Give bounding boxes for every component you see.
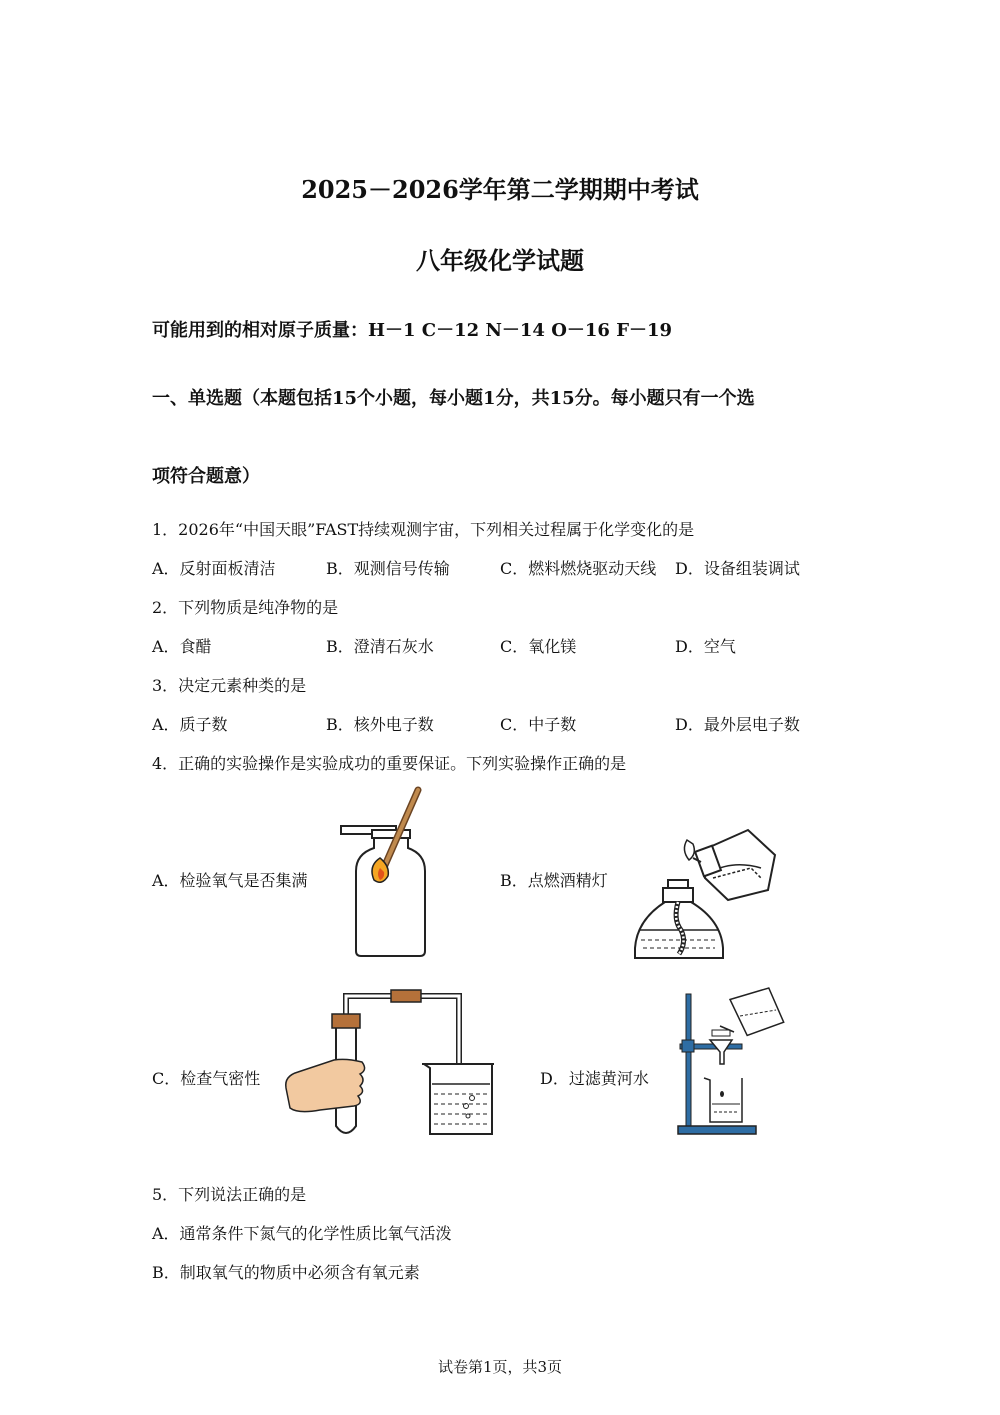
q4-option-b[interactable]: B．点燃酒精灯 <box>500 871 608 890</box>
page-footer: 试卷第1页，共3页 <box>437 1358 563 1376</box>
q1-option-c[interactable]: C．燃料燃烧驱动天线 <box>500 559 657 578</box>
q4-option-c[interactable]: C．检查气密性 <box>152 1069 261 1088</box>
alcohol-lamp-illustration <box>633 820 778 962</box>
q1-option-a[interactable]: A．反射面板清洁 <box>152 559 276 578</box>
section-heading: 一、单选题（本题包括15个小题，每小题1分，共15分。每小题只有一个选 <box>152 388 755 409</box>
q5-option-b[interactable]: B．制取氧气的物质中必须含有氧元素 <box>152 1263 420 1282</box>
question-5-stem: 5．下列说法正确的是 <box>152 1185 307 1204</box>
atomic-masses: 可能用到的相对原子质量：H－1 C－12 N－14 O－16 F－19 <box>152 320 673 341</box>
q1-option-b[interactable]: B．观测信号传输 <box>326 559 450 578</box>
exam-title: 2025－2026学年第二学期期中考试 <box>301 175 699 204</box>
section-heading-cont: 项符合题意） <box>152 466 260 487</box>
q3-option-d[interactable]: D．最外层电子数 <box>675 715 800 734</box>
q2-option-d[interactable]: D．空气 <box>675 637 736 656</box>
airtightness-illustration <box>284 988 498 1140</box>
q2-option-b[interactable]: B．澄清石灰水 <box>326 637 434 656</box>
gas-bottle-illustration <box>338 786 433 961</box>
q2-option-c[interactable]: C．氧化镁 <box>500 637 577 656</box>
q4-option-a[interactable]: A．检验氧气是否集满 <box>152 871 308 890</box>
q2-option-a[interactable]: A．食醋 <box>152 637 212 656</box>
q1-option-d[interactable]: D．设备组装调试 <box>675 559 800 578</box>
question-1-stem: 1．2026年“中国天眼”FAST持续观测宇宙，下列相关过程属于化学变化的是 <box>152 520 695 539</box>
q5-option-a[interactable]: A．通常条件下氮气的化学性质比氧气活泼 <box>152 1224 452 1243</box>
filtration-illustration <box>676 986 784 1138</box>
q4-option-d[interactable]: D．过滤黄河水 <box>540 1069 649 1088</box>
exam-subtitle: 八年级化学试题 <box>416 246 584 275</box>
question-4-stem: 4．正确的实验操作是实验成功的重要保证。下列实验操作正确的是 <box>152 754 627 773</box>
question-3-stem: 3．决定元素种类的是 <box>152 676 307 695</box>
question-2-stem: 2．下列物质是纯净物的是 <box>152 598 339 617</box>
q3-option-a[interactable]: A．质子数 <box>152 715 228 734</box>
q3-option-c[interactable]: C．中子数 <box>500 715 577 734</box>
q3-option-b[interactable]: B．核外电子数 <box>326 715 434 734</box>
